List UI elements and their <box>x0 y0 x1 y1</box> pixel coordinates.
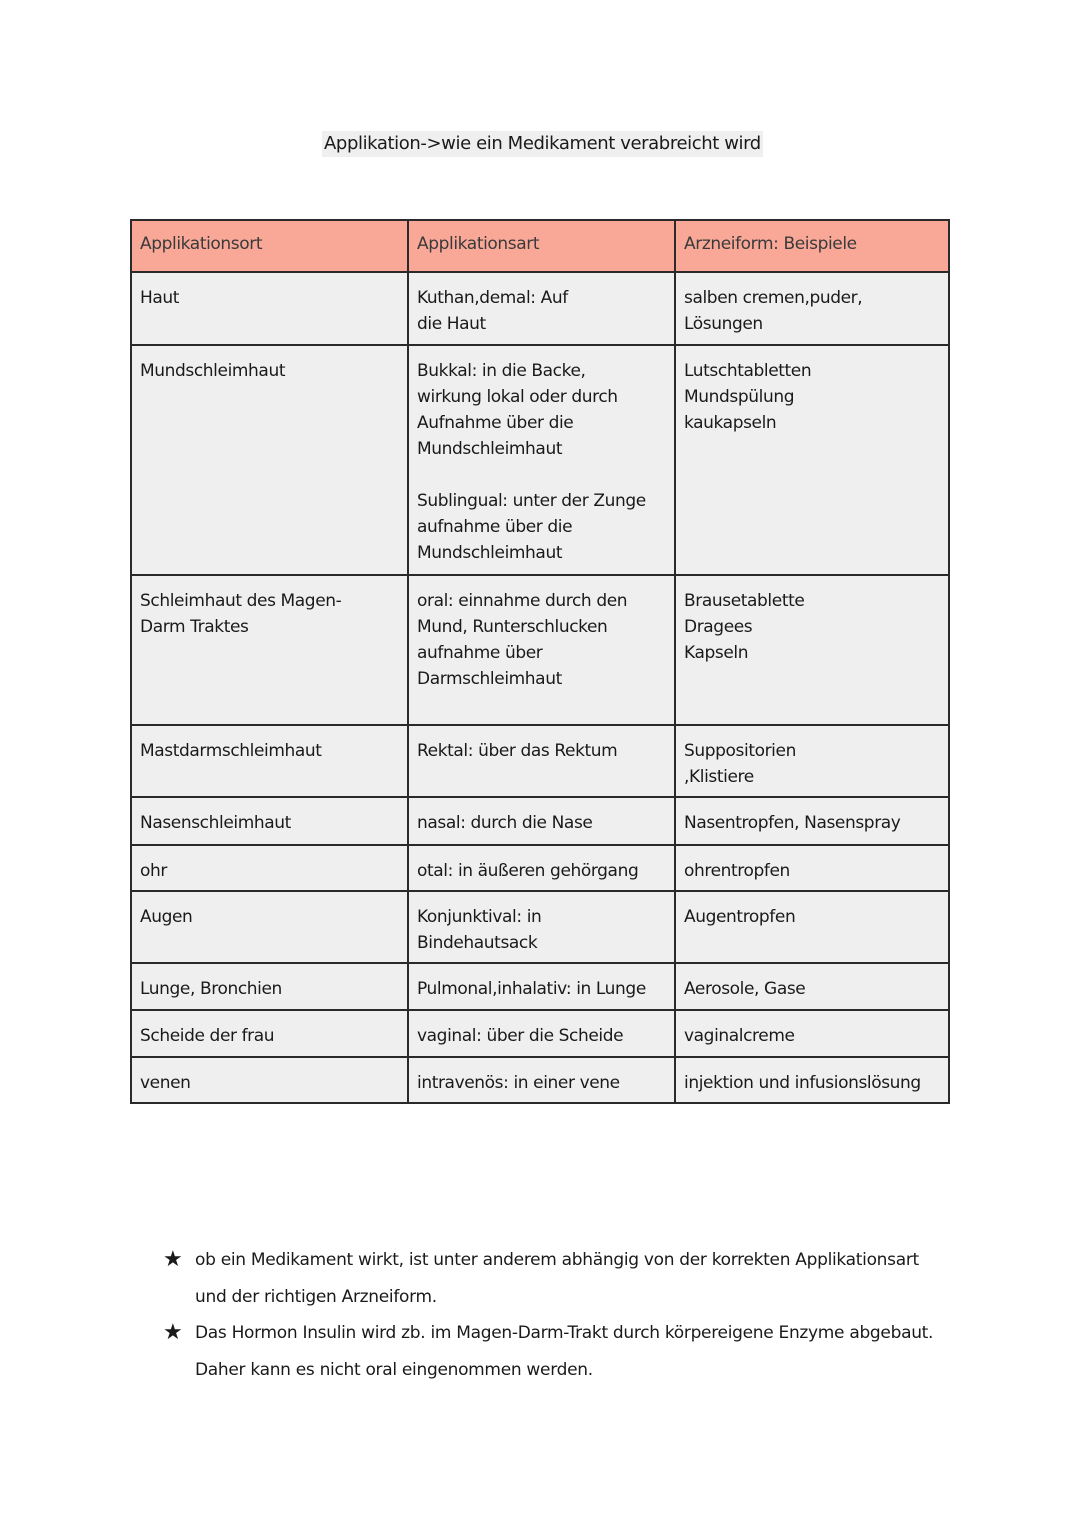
application-table <box>130 219 950 1104</box>
notes <box>160 1242 940 1388</box>
table-row <box>131 575 949 725</box>
header-cell: Applikationsort <box>131 220 408 272</box>
table-cell: injektion und infusionslösung <box>675 1057 949 1103</box>
header-cell: Arzneiform: Beispiele <box>675 220 949 272</box>
table-cell: Schleimhaut des Magen- Darm Traktes <box>131 575 408 725</box>
table-row <box>131 1010 949 1057</box>
note-item <box>160 1242 940 1315</box>
note-text: ob ein Medikament wirkt, ist unter anderem abhängig von der korrekten Applikationsart und der richtigen Arzneiform. <box>195 1250 919 1307</box>
table-cell: Suppositorien ,Klistiere <box>675 725 949 797</box>
table-cell: Mastdarmschleimhaut <box>131 725 408 797</box>
note-text: Das Hormon Insulin wird zb. im Magen-Darm-Trakt durch körpereigene Enzyme abgebaut. Daher kann es nicht oral eingenommen werden. <box>195 1323 934 1380</box>
table-row <box>131 1057 949 1103</box>
table-row <box>131 272 949 345</box>
table-cell: vaginal: über die Scheide <box>408 1010 675 1057</box>
table-cell: Augentropfen <box>675 891 949 963</box>
star-icon: ★ <box>163 1247 183 1272</box>
table-row <box>131 797 949 845</box>
table-cell: Kuthan,demal: Auf die Haut <box>408 272 675 345</box>
table-row <box>131 725 949 797</box>
table-cell: otal: in äußeren gehörgang <box>408 845 675 891</box>
table-cell: Aerosole, Gase <box>675 963 949 1010</box>
table-cell: Lunge, Bronchien <box>131 963 408 1010</box>
table-cell: oral: einnahme durch den Mund, Runterschlucken aufnahme über Darmschleimhaut <box>408 575 675 725</box>
table-row <box>131 891 949 963</box>
table-cell: Pulmonal,inhalativ: in Lunge <box>408 963 675 1010</box>
header-cell: Applikationsart <box>408 220 675 272</box>
table-cell: Mundschleimhaut <box>131 345 408 575</box>
table-cell: intravenös: in einer vene <box>408 1057 675 1103</box>
table-row <box>131 345 949 575</box>
table-row <box>131 963 949 1010</box>
table-cell: Lutschtabletten Mundspülung kaukapseln <box>675 345 949 575</box>
star-icon: ★ <box>163 1320 183 1345</box>
table-cell: ohr <box>131 845 408 891</box>
table-cell: Augen <box>131 891 408 963</box>
table-cell: nasal: durch die Nase <box>408 797 675 845</box>
table-cell: Nasentropfen, Nasenspray <box>675 797 949 845</box>
table-cell: Rektal: über das Rektum <box>408 725 675 797</box>
table-cell: Scheide der frau <box>131 1010 408 1057</box>
table-row <box>131 845 949 891</box>
table-cell: Bukkal: in die Backe, wirkung lokal oder durch Aufnahme über die Mundschleimhaut Sublingual: unter der Zunge aufnahme über die Mundschleimhaut <box>408 345 675 575</box>
table-cell: salben cremen,puder, Lösungen <box>675 272 949 345</box>
table-cell: Nasenschleimhaut <box>131 797 408 845</box>
table-cell: Haut <box>131 272 408 345</box>
table-cell: Konjunktival: in Bindehautsack <box>408 891 675 963</box>
table-cell: vaginalcreme <box>675 1010 949 1057</box>
note-item <box>160 1315 940 1388</box>
table-header-row <box>131 220 949 272</box>
table-cell: ohrentropfen <box>675 845 949 891</box>
page-title: Applikation->wie ein Medikament verabreicht wird <box>322 131 763 157</box>
table-cell: venen <box>131 1057 408 1103</box>
table-cell: Brausetablette Dragees Kapseln <box>675 575 949 725</box>
